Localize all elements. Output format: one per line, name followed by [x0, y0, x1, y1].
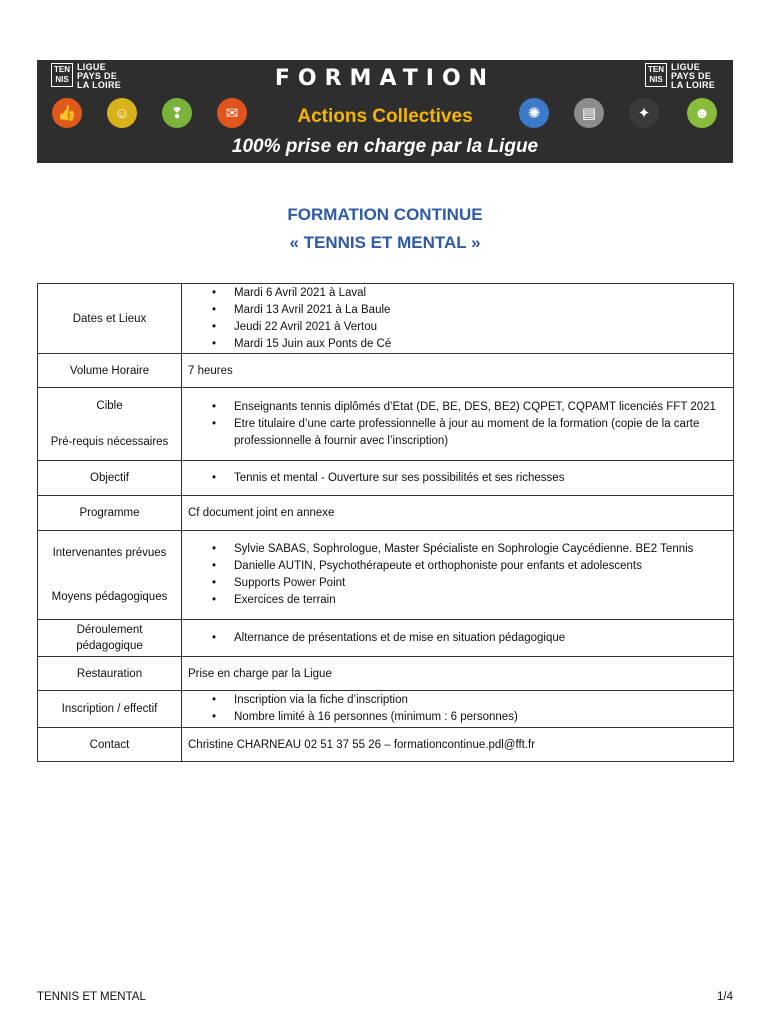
row-label: Pré-requis nécessaires [50, 436, 169, 448]
intervenants-list [188, 541, 727, 609]
banner-subtitle: Actions Collectives [297, 106, 473, 127]
row-label: Restauration [38, 657, 182, 691]
row-label: Dates et Lieux [38, 284, 182, 354]
ligue-logo-left: TEN NIS LIGUE PAYS DE LA LOIRE [51, 63, 121, 90]
runner-icon: ✦ [629, 98, 659, 128]
row-label: Intervenantes prévues [52, 547, 167, 559]
table-row [38, 620, 734, 657]
table-row [38, 354, 734, 388]
list-item: • Mardi 13 Avril 2021 à La Baule [234, 302, 727, 319]
table-row [38, 496, 734, 531]
list-item: • Mardi 6 Avril 2021 à Laval [234, 285, 727, 302]
list-item: • Tennis et mental - Ouverture sur ses possibilités et ses richesses [234, 470, 727, 487]
table-row [38, 461, 734, 496]
row-value: Prise en charge par la Ligue [182, 657, 734, 691]
list-item: • Jeudi 22 Avril 2021 à Vertou [234, 319, 727, 336]
cible-list [188, 399, 727, 450]
table-row [38, 388, 734, 461]
list-item: • Alternance de présentations et de mise en situation pédagogique [234, 630, 727, 647]
row-label: Moyens pédagogiques [51, 591, 168, 603]
list-item: • Enseignants tennis diplômés d’Etat (DE, BE, DES, BE2) CQPET, CQPAMT licenciés FFT 2021 [234, 399, 727, 416]
table-row [38, 657, 734, 691]
list-item: • Inscription via la fiche d’inscription [234, 692, 727, 709]
objectif-list [188, 470, 727, 487]
list-item: • Mardi 15 Juin aux Ponts de Cé [234, 336, 727, 353]
table-row [38, 284, 734, 354]
book-icon: ▤ [574, 98, 604, 128]
head-icon: ☻ [687, 98, 717, 128]
chat-icon: ✉ [217, 98, 247, 128]
row-value: Cf document joint en annexe [182, 496, 734, 531]
row-label: Inscription / effectif [38, 691, 182, 728]
lightbulb-icon: ✺ [519, 98, 549, 128]
banner-tagline: 100% prise en charge par la Ligue [231, 136, 539, 157]
list-item: • Exercices de terrain [234, 592, 727, 609]
table-row [38, 691, 734, 728]
document-subtitle: « TENNIS ET MENTAL » [289, 233, 481, 252]
contact-value: Christine CHARNEAU 02 51 37 55 26 – formationcontinue.pdl@fft.fr [182, 728, 734, 762]
row-label: Déroulement [76, 624, 143, 636]
deroulement-list [188, 630, 727, 647]
inscription-list [188, 692, 727, 726]
row-label: Programme [38, 496, 182, 531]
footer-title: TENNIS ET MENTAL [37, 991, 146, 1003]
row-label: pédagogique [76, 640, 143, 652]
row-value: 7 heures [182, 354, 734, 388]
formation-info-table [37, 283, 734, 762]
list-item: • Supports Power Point [234, 575, 727, 592]
banner-title: FORMATION [274, 66, 496, 91]
table-row [38, 728, 734, 762]
coach-icon: ☺ [107, 98, 137, 128]
list-item: • Sylvie SABAS, Sophrologue, Master Spécialiste en Sophrologie Caycédienne. BE2 Tennis [234, 541, 727, 558]
page-number: 1/4 [717, 991, 733, 1003]
row-label: Cible [96, 400, 123, 412]
list-item: • Etre titulaire d’une carte professionnelle à jour au moment de la formation (copie de la carte professionnelle à fournir avec l’inscription) [234, 416, 727, 450]
formation-banner [37, 60, 733, 163]
table-row [38, 531, 734, 620]
row-label: Contact [38, 728, 182, 762]
ligue-logo-right: TEN NIS LIGUE PAYS DE LA LOIRE [645, 63, 715, 90]
thumbs-up-icon: 👍 [52, 98, 82, 128]
row-label: Volume Horaire [38, 354, 182, 388]
dates-list [188, 285, 727, 353]
list-item: • Nombre limité à 16 personnes (minimum : 6 personnes) [234, 709, 727, 726]
idea-bubble-icon: ❢ [162, 98, 192, 128]
list-item: • Danielle AUTIN, Psychothérapeute et orthophoniste pour enfants et adolescents [234, 558, 727, 575]
document-title: FORMATION CONTINUE [287, 205, 483, 224]
row-label: Objectif [38, 461, 182, 496]
